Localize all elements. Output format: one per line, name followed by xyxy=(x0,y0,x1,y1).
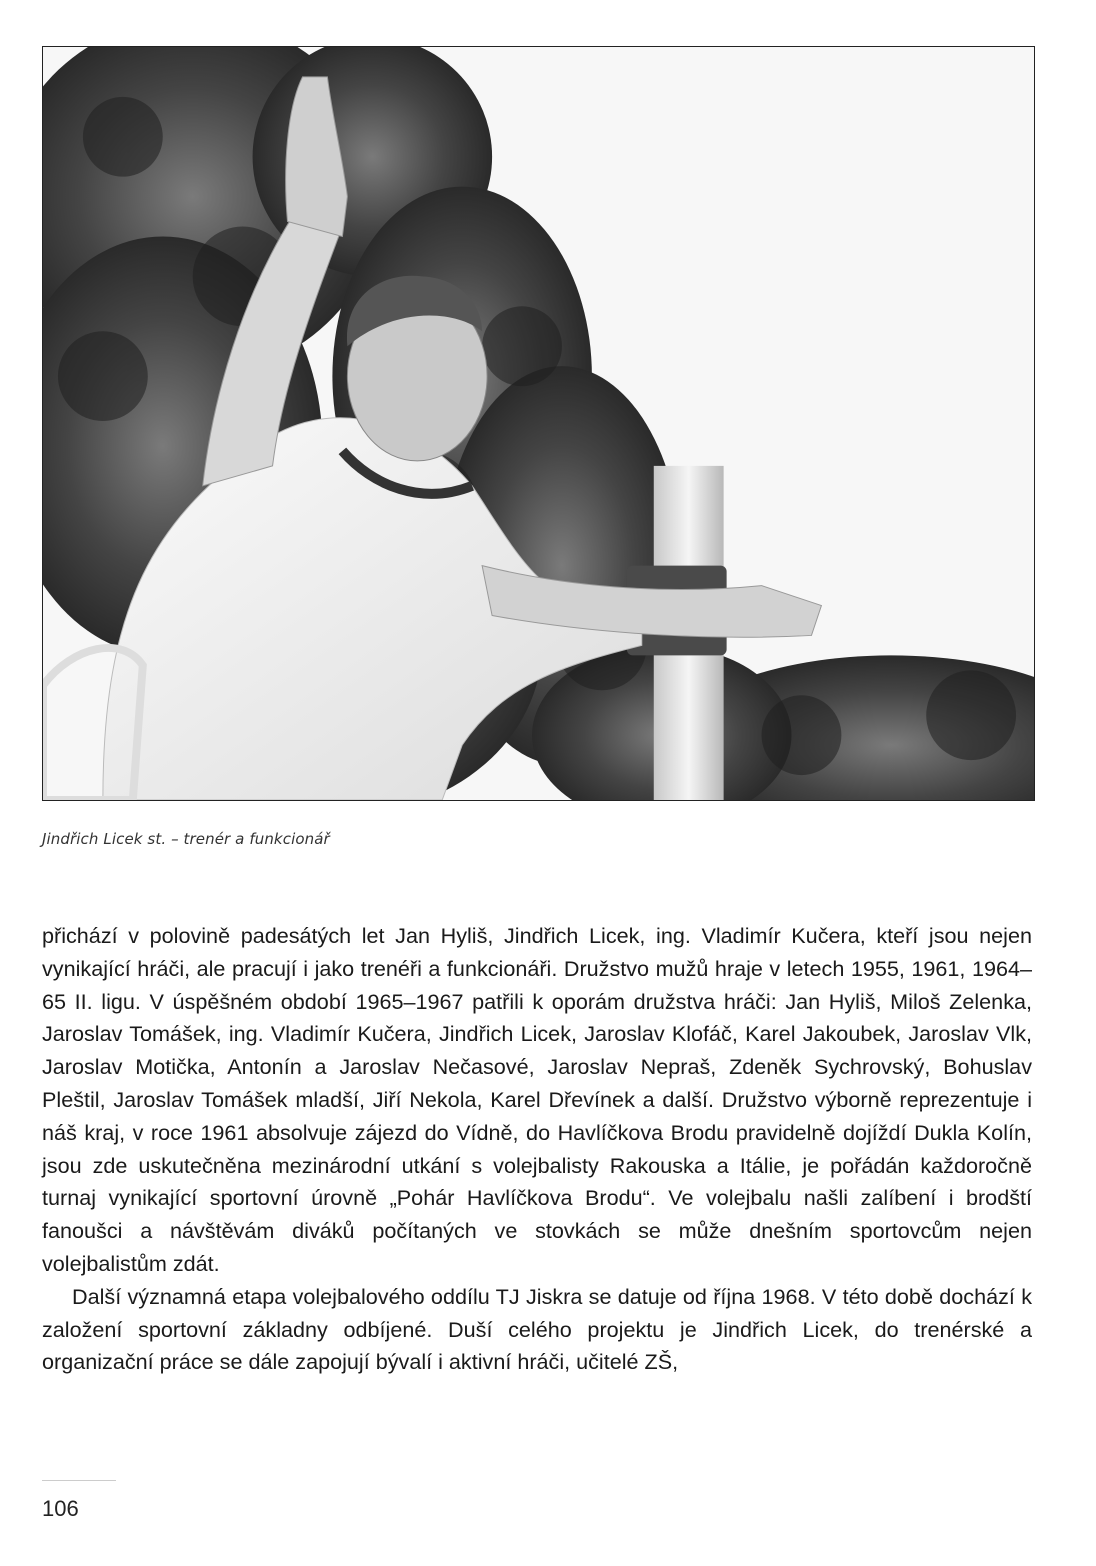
referee-photo xyxy=(42,46,1035,801)
referee-illustration xyxy=(43,47,1034,800)
page-number: 106 xyxy=(42,1496,79,1521)
photo-caption: Jindřich Licek st. – trenér a funkcionář xyxy=(42,830,330,848)
paragraph-2: Další významná etapa volejbalového oddílu TJ Jiskra se datuje od října 1968. V této době dochází k založení sportovní základny odbíjené. Duší celého projektu je Jindřich Licek, do trenérské a organizační práce se dále zapojují bývalí i aktivní hráči, učitelé ZŠ, xyxy=(42,1283,1032,1375)
footer-divider xyxy=(42,1480,116,1481)
article-body xyxy=(42,920,1032,1379)
paragraph-1: přichází v polovině padesátých let Jan Hyliš, Jindřich Licek, ing. Vladimír Kučera, kteří jsou nejen vynikající hráči, ale pracují i jako trenéři a funkcionáři. Družstvo mužů hraje v letech 1955, 1961, 1964–65 II. ligu. V úspěšném období 1965–1967 patřili k oporám družstva hráči: Jan Hyliš, Miloš Zelenka, Jaroslav Tomášek, ing. Vladimír Kučera, Jindřich Licek, Jaroslav Klofáč, Karel Jakoubek, Jaroslav Vlk, Jaroslav Motička, Antonín a Jaroslav Nečasové, Jaroslav Nepraš, Zdeněk Sychrovský, Bohuslav Pleštil, Jaroslav Tomášek mladší, Jiří Nekola, Karel Dřevínek a další. Družstvo výborně reprezentuje i náš kraj, v roce 1961 absolvuje zájezd do Vídně, do Havlíčkova Brodu pravidelně dojíždí Dukla Kolín, jsou zde uskutečněna mezinárodní utkání s volejbalisty Rakouska a Itálie, je pořádán každoročně turnaj vynikající sportovní úrovně „Pohár Havlíčkova Brodu“. Ve volejbalu našli zalíbení i brodští fanoušci a návštěvám diváků počítaných ve stovkách se může dnešním sportovcům nejen volejbalistům zdát. xyxy=(42,923,1032,1276)
